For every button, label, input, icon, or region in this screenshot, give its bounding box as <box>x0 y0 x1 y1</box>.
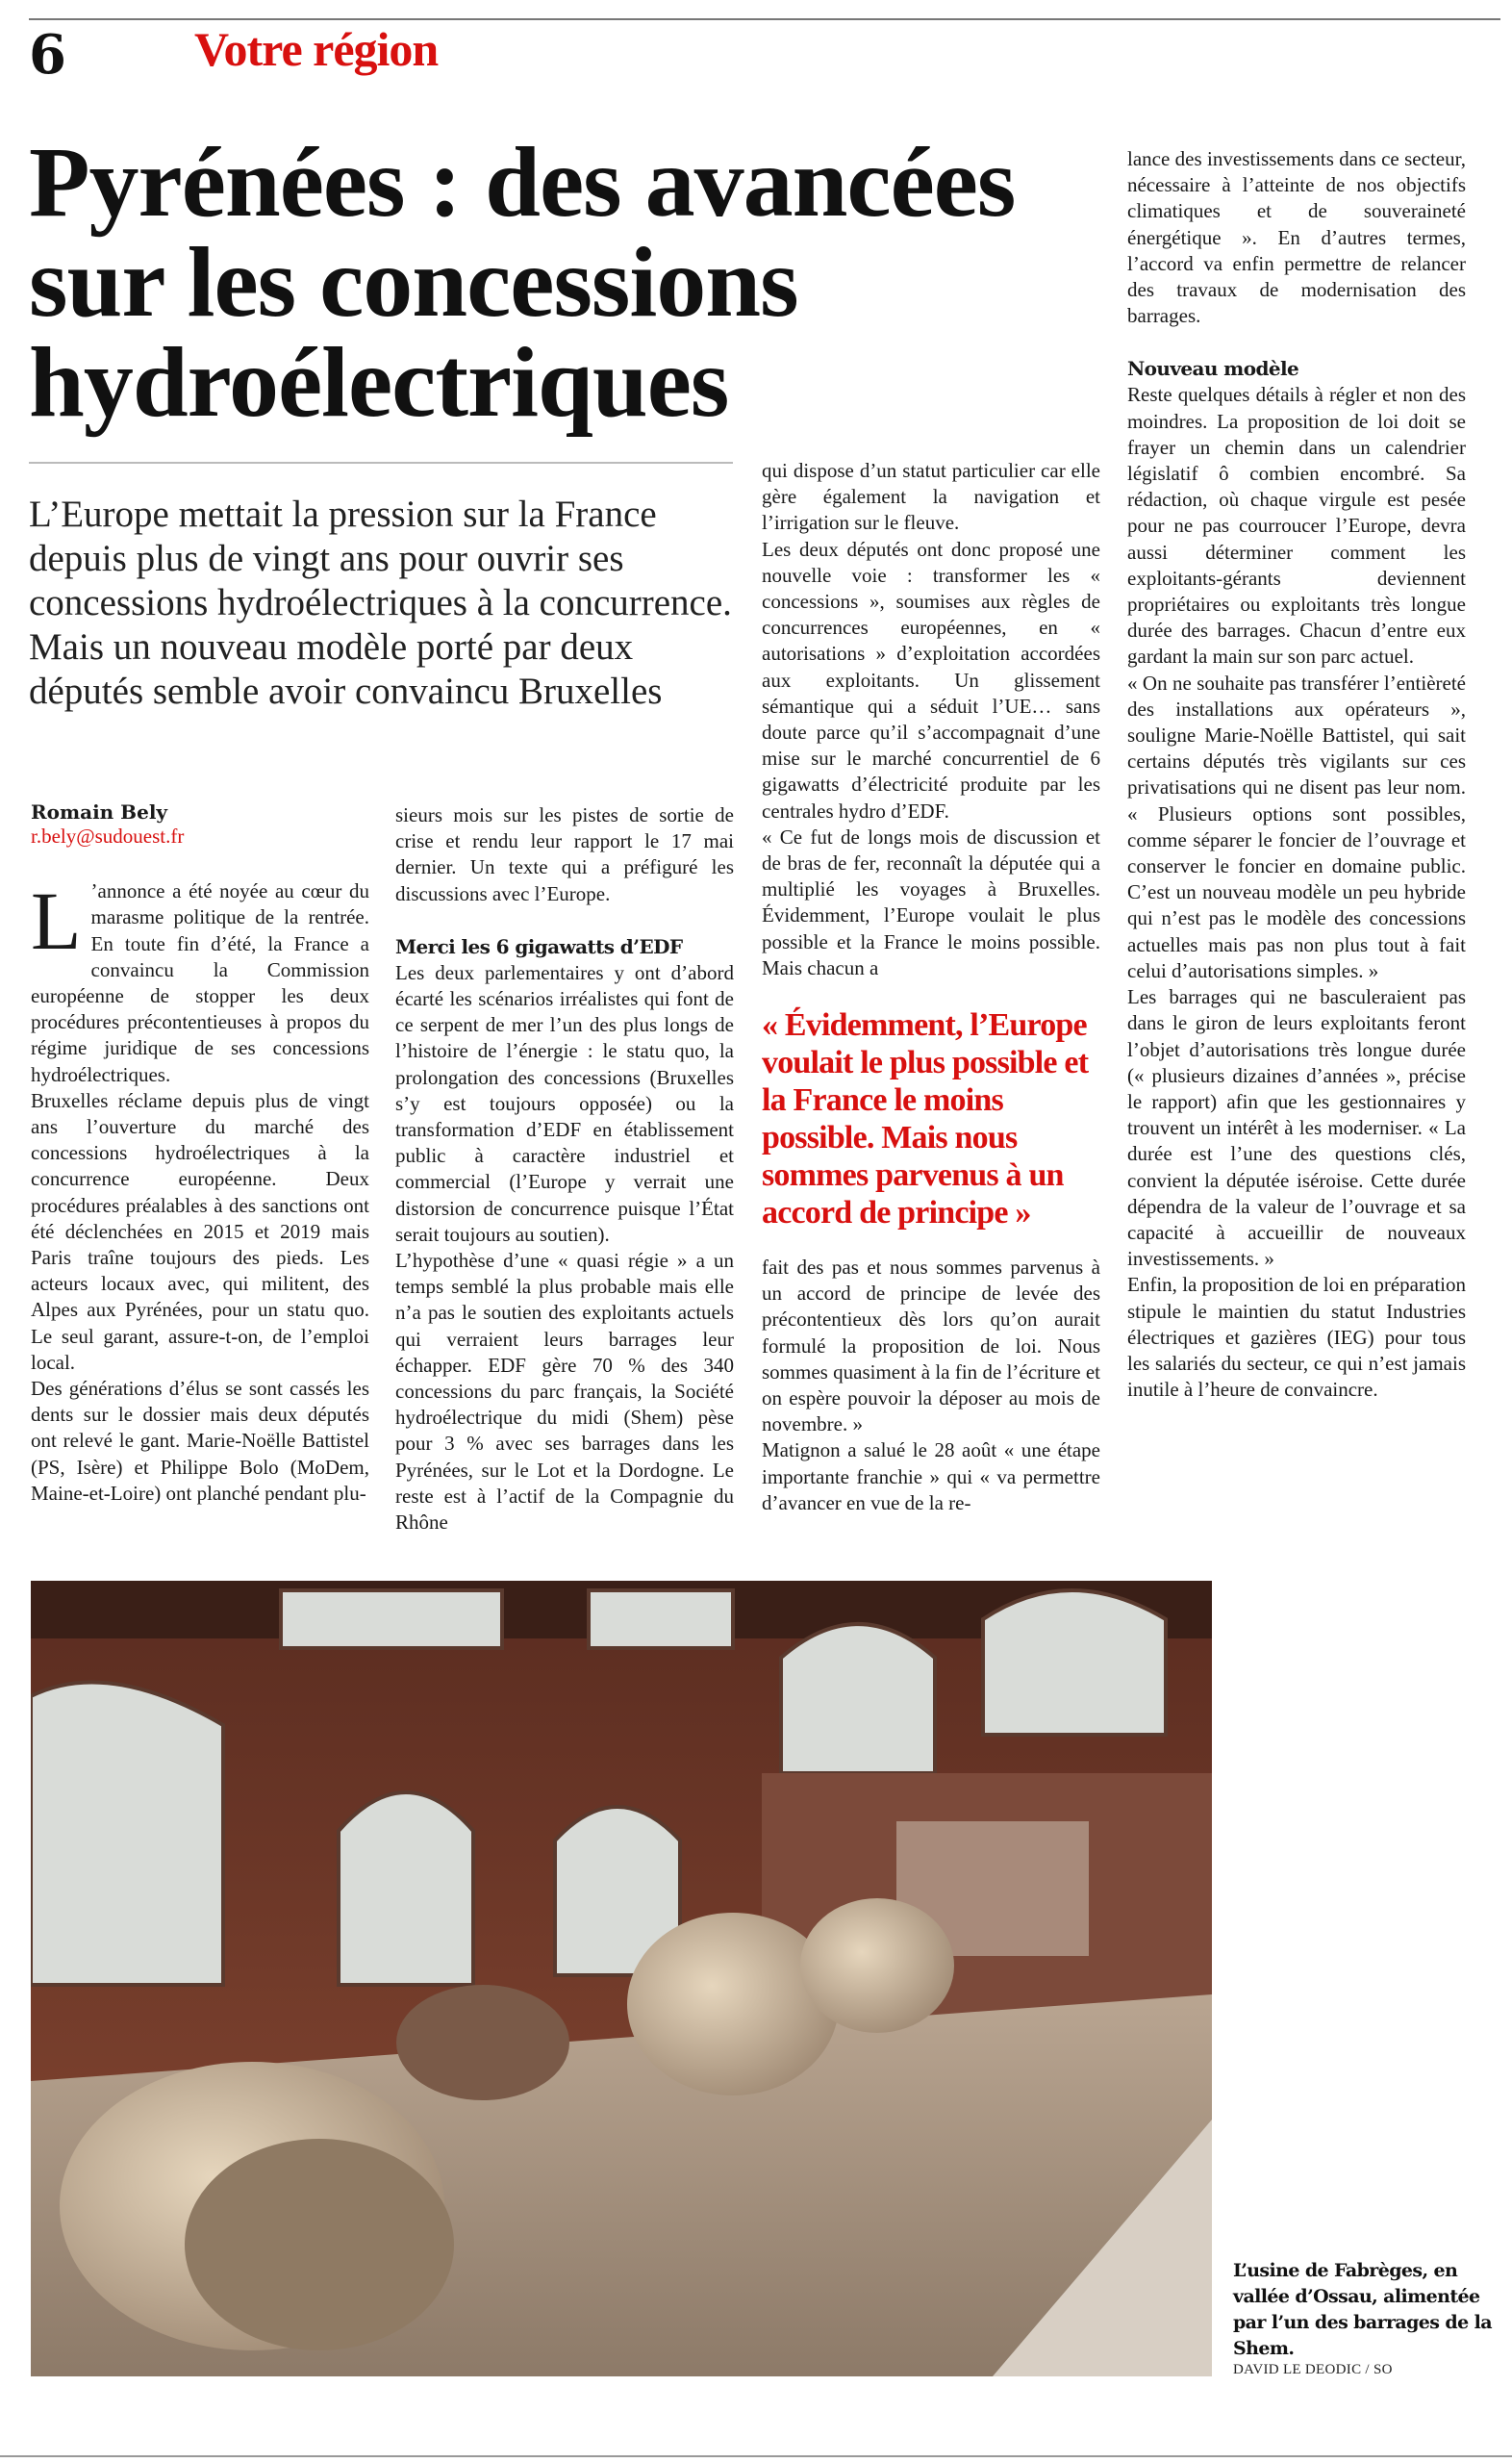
paragraph: « Ce fut de longs mois de discussion et de bras de fer, reconnaît la députée qui a multiplié les voyages à Bruxelles. Évidemment, l’Europe voulait le plus possible et la France le moins possible. Mais chacun a <box>762 825 1100 979</box>
paragraph: Les barrages qui ne basculeraient pas dans le giron de leurs exploitants feront l’objet d’autorisations très longue durée (« plusieurs dizaines d’années », précise le rapport) afin que les gestionnaires y trouvent un intérêt à les moderniser. « La durée est l’une des questions clés, convient la députée iséroise. Cette durée dépendra de la valeur de l’ouvrage et sa capacité à accueillir de nouveaux investissements. » <box>1127 985 1466 1271</box>
author-email-link[interactable]: r.bely@sudouest.fr <box>31 825 185 848</box>
paragraph: L’hypothèse d’une « quasi régie » a un temps semblé la plus probable mais elle n’a pas le soutien des exploitants actuels qui verraient leurs barrages leur échapper. EDF gère 70 % des 340 concessions du parc français, la Société hydroélectrique du midi (Shem) pèse pour 3 % avec ses barrages dans les Pyrénées, sur le Lot et la Dordogne. Le reste est à l’actif de la Compagnie du Rhône <box>395 1249 734 1535</box>
paragraph: Les deux députés ont donc proposé une nouvelle voie : transformer les « concessions », soumises aux règles de concurrences européennes, en « autorisations » d’exploitation accordées aux exploitants. Un glissement sémantique qui a séduit l’UE… sans doute parce qu’il s’accompagnait d’une mise sur le marché concurrentiel de 6 gigawatts d’électricité produite par les centrales hydro d’EDF. <box>762 537 1100 823</box>
bottom-rule <box>0 2455 1512 2457</box>
headline: Pyrénées : des avancées sur les concessions hydroélectriques <box>29 127 1016 438</box>
paragraph: fait des pas et nous sommes parvenus à un accord de principe de levée des précontentieux dès lors qu’on aurait formulé la proposition de loi. Nous sommes quasiment à la fin de l’écriture et on espère pouvoir la déposer au mois de novembre. » <box>762 1256 1100 1436</box>
paragraph: « On ne souhaite pas transférer l’entièreté des installations aux opérateurs », souligne Marie-Noëlle Battistel, qui sait certains députés très vigilants sur ces privatisations qui ne disent pas leur nom. « Plusieurs options sont possibles, comme séparer le foncier de l’ouvrage et conserver le foncier en domaine public. C’est un nouveau modèle un peu hybride qui n’est pas le modèle des concessions actuelles mais pas non plus tout à fait celui d’autorisations simples. » <box>1127 671 1466 982</box>
paragraph: Les deux parlementaires y ont d’abord écarté les scénarios irréalistes qui font de ce serpent de mer l’un des plus longs de l’histoire de l’énergie : le statu quo, la prolongation des concessions (Bruxelles s’y est toujours opposée) ou la transformation d’EDF en établissement public à caractère industriel et commercial (l’Europe y verrait une distorsion de concurrence puisque l’État serait toujours au soutien). <box>395 960 734 1246</box>
photo-caption: L’usine de Fabrèges, en vallée d’Ossau, alimentée par l’un des barrages de la Shem. <box>1233 2260 1492 2359</box>
paragraph <box>31 875 369 1088</box>
drop-cap: L <box>31 875 82 968</box>
page-number: 6 <box>29 23 66 87</box>
pull-quote: « Évidemment, l’Europe voulait le plus possible et la France le moins possible. Mais nous sommes parvenus à un accord de principe » <box>762 1007 1089 1232</box>
paragraph-text: ’annonce a été noyée au cœur du marasme politique de la rentrée. En toute fin d’été, la France a convaincu la Commission européenne de stopper les deux procédures précontentieuses à propos du régime juridique de ses concessions hydroélectriques. <box>31 879 369 1086</box>
author: Romain Bely <box>31 800 168 824</box>
section-title: Votre région <box>194 22 439 76</box>
column-4 <box>1127 146 1466 1403</box>
column-1 <box>31 800 369 1507</box>
deck: L’Europe mettait la pression sur la France depuis plus de vingt ans pour ouvrir ses concessions hydroélectriques à la concurrence. Mais un nouveau modèle porté par deux députés semble avoir convaincu Bruxelles <box>29 494 732 712</box>
column-3 <box>762 458 1100 1516</box>
photo-credit: DAVID LE DEODIC / SO <box>1233 2362 1393 2377</box>
photo-illustration <box>31 1581 1212 2376</box>
photo-hydroelectric-plant <box>31 1581 1212 2376</box>
paragraph: Des générations d’élus se sont cassés les dents sur le dossier mais deux députés ont relevé le gant. Marie-Noëlle Battistel (PS, Isère) et Philippe Bolo (MoDem, Maine-et-Loire) ont planché pendant plu- <box>31 1377 369 1505</box>
subheading: Merci les 6 gigawatts d’EDF <box>395 934 683 958</box>
paragraph: qui dispose d’un statut particulier car elle gère également la navigation et l’irrigation sur le fleuve. <box>762 459 1100 535</box>
paragraph: sieurs mois sur les pistes de sortie de crise et rendu leur rapport le 17 mai dernier. Un texte qui a préfiguré les discussions avec l’Europe. <box>395 803 734 905</box>
headline-divider <box>29 462 733 464</box>
column-2 <box>395 802 734 1536</box>
top-rule <box>29 18 1500 20</box>
paragraph: Bruxelles réclame depuis plus de vingt ans l’ouverture du marché des concessions hydroélectriques à la concurrence européenne. Deux procédures préalables à des sanctions ont été déclenchées en 2015 et 2019 mais Paris traîne toujours des pieds. Les acteurs locaux avec, qui militent, des Alpes aux Pyrénées, pour un statu quo. Le seul garant, assure-t-on, de l’emploi local. <box>31 1088 369 1374</box>
paragraph: lance des investissements dans ce secteur, nécessaire à l’atteinte de nos objectifs climatiques et de souveraineté énergétique ». En d’autres termes, l’accord va enfin permettre de relancer des travaux de modernisation des barrages. <box>1127 147 1466 328</box>
paragraph: Reste quelques détails à régler et non des moindres. La proposition de loi doit se frayer un chemin dans un calendrier législatif ô combien encombré. Sa rédaction, où chaque virgule est pesée pour ne pas courroucer l’Europe, devra aussi déterminer comment les exploitants-gérants deviennent propriétaires ou exploitants très longue durée des barrages. Chacun d’entre eux gardant la main sur son parc actuel. <box>1127 383 1466 669</box>
paragraph: Matignon a salué le 28 août « une étape importante franchie » qui « va permettre d’avancer en vue de la re- <box>762 1438 1100 1514</box>
paragraph: Enfin, la proposition de loi en préparation stipule le maintien du statut Industries électriques et gazières (IEG) pour tous les salariés du secteur, ce qui n’est jamais inutile à l’heure de convaincre. <box>1127 1273 1466 1402</box>
subheading: Nouveau modèle <box>1127 357 1299 381</box>
